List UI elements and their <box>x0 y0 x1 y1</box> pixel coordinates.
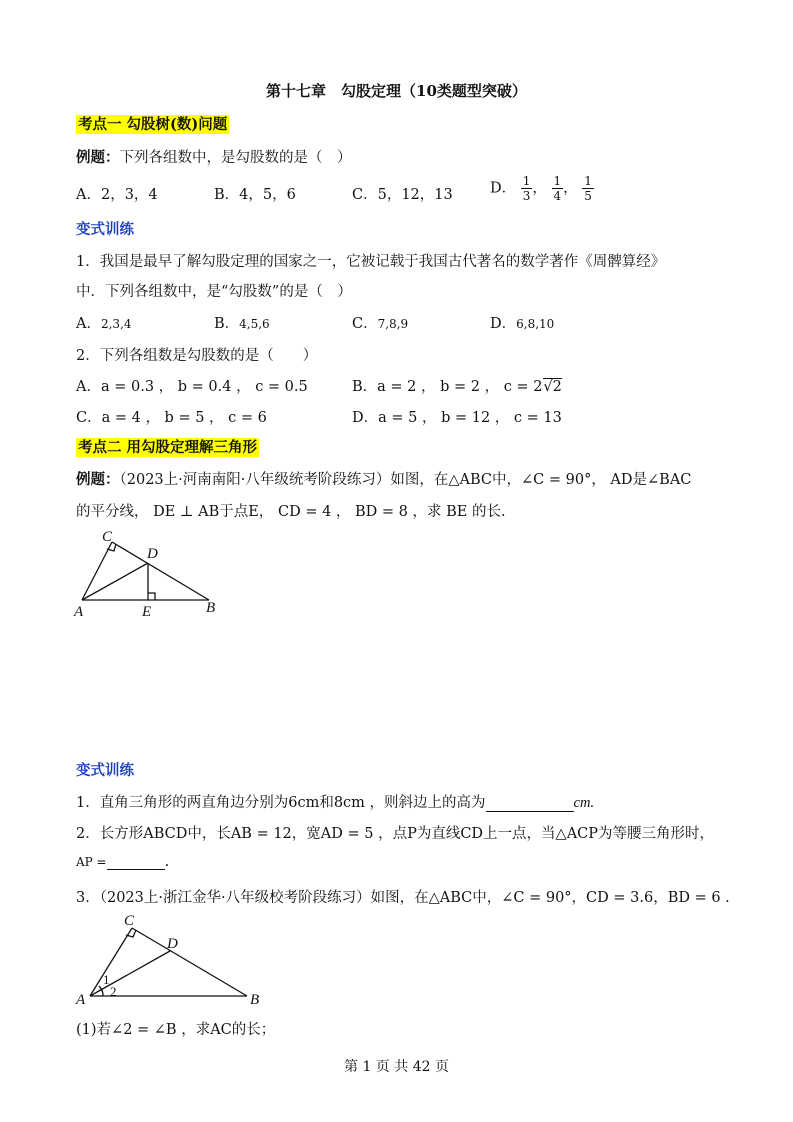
q2-option-a: A．a = 0.3 ， b = 0.4 ， c = 0.5 <box>76 379 308 395</box>
example-text: 下列各组数中，是勾股数的是（ ） <box>119 150 352 166</box>
option-b: B．4，5，6 <box>214 187 296 203</box>
document-title: 第十七章 勾股定理（10类题型突破） <box>266 82 527 100</box>
p1-unit: cm. <box>573 795 595 811</box>
p2-line1: 2．长方形ABCD中，长AB = 12，宽AD = 5 ，点P为直线CD上一点，当△ACP为等腰三角形时， <box>76 826 715 842</box>
angle-label-2: 2 <box>110 984 117 999</box>
option-d: D． $\frac{1}{3}$ ， $\frac{1}{4}$ ， $\frac{1}{5}$ <box>490 174 592 203</box>
fraction-denominator: 5 <box>584 189 592 203</box>
section2-heading-text: 考点二 用勾股定理解三角形 <box>78 439 258 456</box>
right-angle-mark-c <box>126 930 136 937</box>
option-a: A．2，3，4 <box>76 187 158 203</box>
q2-option-d: D．a = 5 ， b = 12 ， c = 13 <box>352 410 562 426</box>
section1-heading <box>76 113 229 134</box>
fraction-denominator: 3 <box>522 189 531 203</box>
triangle-figure-2 <box>72 910 272 1010</box>
practice-heading-2: 变式训练 <box>76 762 134 779</box>
q1-line1: 1．我国是最早了解勾股定理的国家之一，它被记载于我国古代著名的数学著作《周髀算经》 <box>76 254 666 270</box>
fraction-numerator: 1 <box>522 174 531 188</box>
fraction-numerator: 1 <box>584 174 592 188</box>
p3-stem: 3．（2023上·浙江金华·八年级校考阶段练习）如图，在△ABC中，∠C = 90°，CD = 3.6，BD = 6 . <box>76 890 730 906</box>
example-label: 例题： <box>76 471 120 488</box>
label-b: B <box>206 600 216 616</box>
p2-period: . <box>164 854 170 870</box>
fraction-numerator: 1 <box>553 174 562 188</box>
fraction <box>521 174 533 203</box>
segment-cb <box>112 542 209 600</box>
section2-heading <box>76 436 259 457</box>
q1-option-d-value: 6,8,10 <box>516 317 555 331</box>
q1-line2: 中．下列各组数中，是“勾股数”的是（ ） <box>76 284 352 300</box>
answer-blank[interactable] <box>486 797 574 812</box>
label-a: A <box>74 604 84 620</box>
label-d: D <box>167 936 178 952</box>
q1-option-a <box>76 312 132 333</box>
section2-example-line1 <box>76 468 691 489</box>
fraction <box>582 174 594 203</box>
section1-example <box>76 146 352 167</box>
q1-option-a-value: 2,3,4 <box>100 317 132 331</box>
label-c: C <box>124 913 135 929</box>
angle-label-1: 1 <box>103 972 110 987</box>
section1-heading-text: 考点一 勾股树(数)问题 <box>78 116 228 133</box>
label-c: C <box>102 529 113 545</box>
p1 <box>76 791 594 812</box>
section2-example-line2: 的平分线， DE ⊥ AB于点E， CD = 4 ， BD = 8 ，求 BE 的长. <box>76 504 506 520</box>
right-angle-mark-c <box>107 544 116 551</box>
option-c: C．5，12，13 <box>352 187 453 203</box>
label-e: E <box>142 604 152 620</box>
q1-option-d <box>490 312 554 333</box>
q1-option-c-label: C． <box>352 316 378 332</box>
triangle-figure-1 <box>72 528 222 622</box>
answer-blank[interactable] <box>107 855 165 870</box>
q2-option-c: C．a = 4 ， b = 5 ， c = 6 <box>76 410 267 426</box>
q1-option-a-label: A． <box>76 316 101 332</box>
label-b: B <box>250 992 260 1008</box>
example-label: 例题： <box>76 149 120 166</box>
q2-option-b-text: B．a = 2 ， b = 2 ， c = 2 <box>352 379 543 395</box>
q1-option-c-value: 7,8,9 <box>377 317 409 331</box>
q1-option-d-label: D． <box>490 316 517 332</box>
fraction-denominator: 4 <box>553 189 562 203</box>
right-angle-mark-e <box>148 593 155 600</box>
p1-text: 1．直角三角形的两直角边分别为6cm和8cm ，则斜边上的高为 <box>76 795 486 811</box>
p2-ap-label: AP = <box>76 855 107 869</box>
q1-option-c <box>352 312 408 333</box>
q1-option-b <box>214 312 270 333</box>
example-line1-text: （2023上·河南南阳·八年级统考阶段练习）如图，在△ABC中，∠C = 90°， AD是∠BAC <box>119 472 692 488</box>
option-d-label: D． <box>490 180 517 197</box>
p2-line2 <box>76 854 169 870</box>
label-d: D <box>147 546 158 562</box>
sqrt-radicand: √2 <box>543 379 562 395</box>
q1-option-b-label: B． <box>214 316 240 332</box>
p3-sub1: (1)若∠2 = ∠B ，求AC的长； <box>76 1022 276 1038</box>
q1-option-b-value: 4,5,6 <box>239 317 270 331</box>
fraction <box>552 174 564 203</box>
label-a: A <box>76 992 86 1008</box>
q2-stem: 2．下列各组数是勾股数的是（ ） <box>76 348 318 364</box>
sqrt-value: 2 <box>552 379 562 395</box>
page-footer: 第 1 页 共 42 页 <box>344 1059 449 1075</box>
q2-option-b <box>352 375 562 396</box>
practice-heading-1: 变式训练 <box>76 221 134 238</box>
